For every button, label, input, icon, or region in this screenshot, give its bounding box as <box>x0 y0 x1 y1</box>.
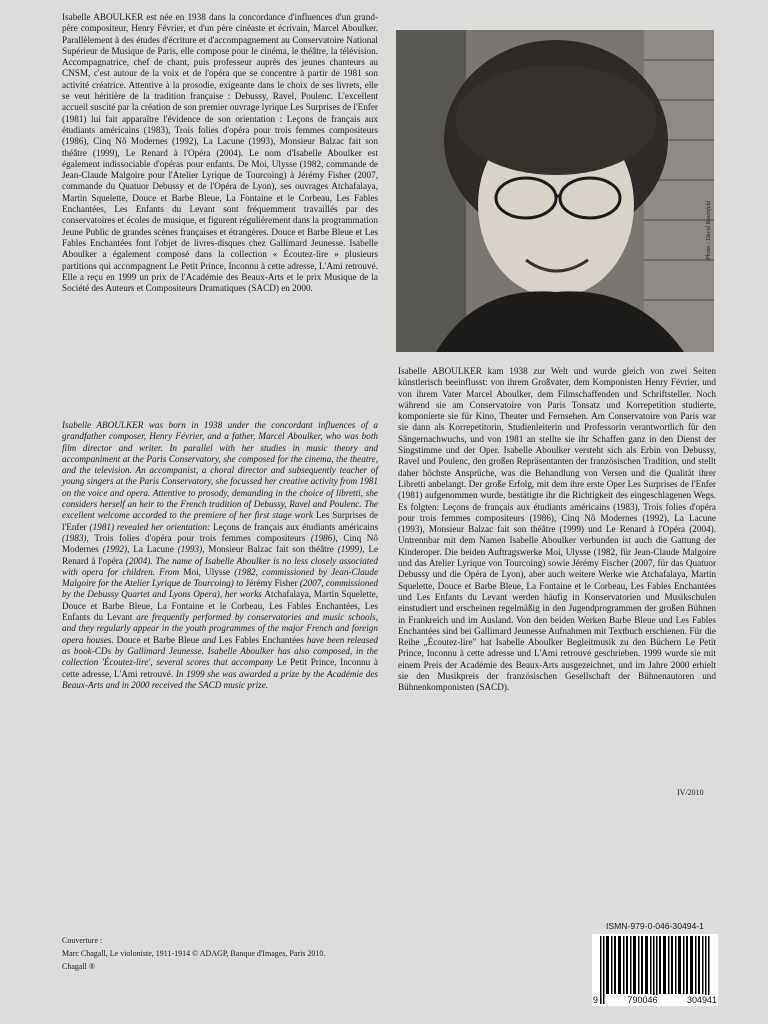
english-paragraph: Isabelle ABOULKER was born in 1938 under the concordant influences of a grandfather composer, Henry Février, and a father, Marcel Aboulker, who was both film director and writer. In parallel with her studies in music theory and accompaniment at the Paris Conservatory, she composed for the cinema, the theatre, and the television. An accompanist, a choral director and subsequently teacher of young singers at the Paris Conservatory, she focussed her creative activity from 1981 on the voice and opera. Attentive to prosody, demanding in the choice of libretti, she considers herself an heir to the French tradition of Debussy, Ravel and Poulenc. The excellent welcome accorded to the premiere of her first stage work Les Surprises de l'Enfer (1981) revealed her orientation: Leçons de français aux étudiants américains (1983), Trois folies d'opéra pour trois femmes compositeurs (1986), Cinq Nô Modernes (1992), La Lacune (1993), Monsieur Balzac fait son théâtre (1999), Le Renard à l'opéra (2004). The name of Isabelle Aboulker is no less closely associated with opera for children. From Moi, Ulysse (1982, commissioned by Jean-Claude Malgoire for the Atelier Lyrique de Tourcoing) to Jérémy Fisher (2007, commissioned by the Debussy Quartet and Lyons Opera), her works Atchafalaya, Martin Squelette, Douce et Barbe Bleue, La Fontaine et le Corbeau, Les Fables Enchantées, Les Enfants du Levant are frequently performed by conservatories and music schools, and they regularly appear in the youth programmes of the major French and foreign opera houses. Douce et Barbe Bleue and Les Fables Enchantées have been released as book-CDs by Gallimard Jeunesse. Isabelle Aboulker has also composed, in the collection 'Écoutez-lire', several scores that accompany Le Petit Prince, Inconnu à cette adresse, L'Ami retrouvé. In 1999 she was awarded a prize by the Académie des Beaux-Arts and in 2000 received the SACD music prize. <box>62 420 379 690</box>
barcode-block <box>592 921 718 1019</box>
portrait-photo <box>396 30 714 352</box>
barcode <box>592 934 718 1006</box>
ismn-number: ISMN-979-0-046-30494-1 <box>606 921 704 931</box>
portrait-illustration <box>396 30 714 352</box>
german-paragraph: Isabelle ABOULKER kam 1938 zur Welt und wurde gleich von zwei Seiten künstlerisch beeinflusst: von ihrem Großvater, dem Komponisten Henry Février, und von ihrem Vater Marcel Aboulker, dem Filmschaffenden und Schriftsteller. Noch während sie am Conservatoire von Paris Tonsatz und Korrepetition studierte, komponierte sie für Kino, Theater und Fernsehen. Am Conservatoire von Paris war sie dann als Korrepetitorin, Studienleiterin und Professorin verantwortlich für den Sängernachwuchs, und von 1981 an stellte sie ihr Schaffen ganz in den Dienst der Singstimme und der Oper. Isabelle Aboulker versteht sich als Erbin von Debussy, Ravel und Poulenc, den großen Repräsentanten der französischen Tradition, und stellt daher höchste Ansprüche, was die Behandlung von Versen und die Qualität ihrer Libretti anbelangt. Der große Erfolg, mit dem ihre erste Oper Les Surprises de l'Enfer (1981) aufgenommen wurde, bestätigte ihr die Richtigkeit des eingeschlagenen Wegs. Es folgten: Leçons de français aux étudiants américains (1983), Trois folies d'opéra pour trois femmes compositeurs (1986), Cinq Nô Modernes (1992), La Lacune (1993), Monsieur Balzac fait son théâtre (1999) und Le Renard à l'Opéra (2004). Untrennbar mit dem Namen Isabelle Aboulker verbunden ist auch die Gattung der Kinderoper. Die beiden Auftragswerke Moi, Ulysse (1982, für Jean-Claude Malgoire und das Atelier Lyrique von Tourcoing) sowie Jérémy Fischer (2007, für das Quatuor Debussy und die Opéra de Lyon), aber auch weitere Werke wie Atchafalaya, Martin Squelette, Douce et Barbe Bleue, La Fontaine et le Corbeau, Les Fables Enchantées und Les Enfants du Levant werden häufig in Konservatorien und Musikschulen einstudiert und erscheinen regelmäßig in den Jugendprogrammen der großen Bühnen in Frankreich und im Ausland. Von den beiden Werken Barbe Bleue und Les Fables Enchantées sind bei Gallimard Jeunesse Aufnahmen mit Textbuch erschienen. Für die Reihe „Écoutez-lire" hat Isabelle Aboulker Begleitmusik zu den Büchern Le Petit Prince, Inconnu à cette adresse und L'Ami retrouvé geschrieben. 1999 wurde sie mit einem Preis der Académie des Beaux-Arts ausgezeichnet, und im Jahre 2000 erhielt sie den Musikpreis der französischen Gesellschaft der Bühnenautoren und Bühnenkomponisten (SACD). <box>398 366 716 693</box>
barcode-digits-left: 790046 <box>627 995 658 1005</box>
barcode-digit-first: 9 <box>593 995 599 1005</box>
photo-credit: Photo : David Rosenfeld <box>706 200 712 260</box>
english-biography <box>62 420 378 691</box>
cover-line1: Marc Chagall, Le violoniste, 1911-1914 © ADAGP, Banque d'Images, Paris 2010. <box>62 949 326 958</box>
barcode-digits-right: 304941 <box>686 995 717 1005</box>
french-biography <box>62 12 378 294</box>
german-biography <box>398 366 716 694</box>
cover-line2: Chagall ® <box>62 962 95 971</box>
barcode-digits <box>592 995 718 1005</box>
cover-credits <box>62 934 402 973</box>
cover-heading: Couverture : <box>62 936 103 945</box>
edition-date: IV/2010 <box>677 788 704 797</box>
french-paragraph: Isabelle ABOULKER est née en 1938 dans la concordance d'influences d'un grand-père compositeur, Henry Février, et d'un père cinéaste et écrivain, Marcel Aboulker. Parallèlement à des études d'écriture et d'accompagnement au Conservatoire National Supérieur de Musique de Paris, elle compose pour le cinéma, le théâtre, la télévision. Accompagnatrice, chef de chant, puis professeur auprès des jeunes chanteurs au CNSM, c'est autour de la voix et de l'opéra que se concentre à partir de 1981 son activité créatrice. Attentive à la prosodie, exigeante dans le choix de ses livrets, elle se veut héritière de la tradition française : Debussy, Ravel, Poulenc. L'excellent accueil suscité par la création de son premier ouvrage lyrique Les Surprises de l'Enfer (1981) lui fait apparaître l'évidence de son orientation : Leçons de français aux étudiants américains (1983), Trois folies d'opéra pour trois femmes compositeurs (1986), Cinq Nô Modernes (1992), La Lacune (1993), Monsieur Balzac fait son théâtre (1999), Le Renard à l'Opéra (2004). Le nom d'Isabelle Aboulker est également indissociable d'opéras pour enfants. De Moi, Ulysse (1982, commande de Jean-Claude Malgoire pour l'Atelier Lyrique de Tourcoing) à Jérémy Fisher (2007, commande du Quatuor Debussy et de l'Opéra de Lyon), ses ouvrages Atchafalaya, Martin Squelette, Douce et Barbe Bleue, La Fontaine et le Corbeau, Les Fables Enchantées, Les Enfants du Levant sont fréquemment travaillés par des conservatoires et écoles de musique, et figurent régulièrement dans la programmation Jeune Public de grandes scènes françaises et étrangères. Douce et Barbe Bleue et Les Fables Enchantées font l'objet de livres-disques chez Gallimard Jeunesse. Isabelle Aboulker a également composé dans la collection « Écoutez-lire » plusieurs partitions qui accompagnent Le Petit Prince, Inconnu à cette adresse, L'Ami retrouvé. Elle a reçu en 1999 un prix de l'Académie des Beaux-Arts et le prix Musique de la Société des Auteurs et Compositeurs Dramatiques (SACD) en 2000. <box>62 12 378 294</box>
